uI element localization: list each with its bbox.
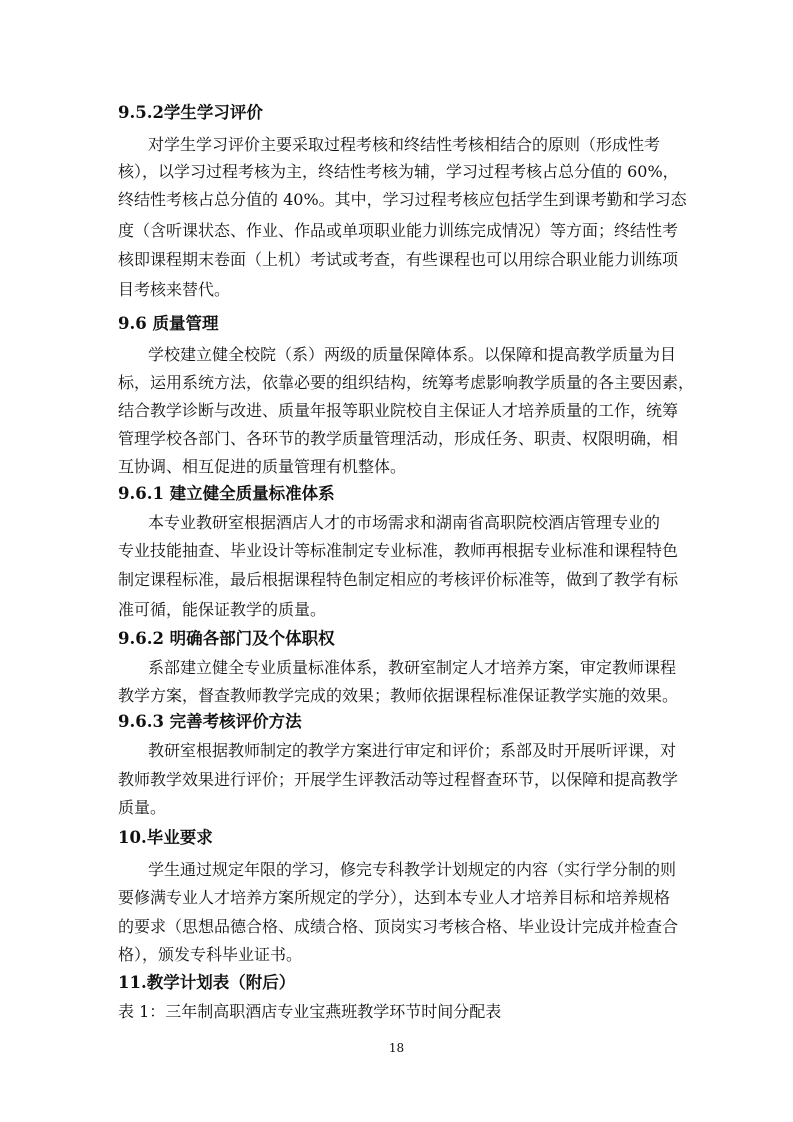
paragraph-line: 核），以学习过程考核为主，终结性考核为辅，学习过程考核占总分值的 60%，: [118, 162, 679, 181]
paragraph-line: 系部建立健全专业质量标准体系，教研室制定人才培养方案，审定教师课程: [148, 658, 677, 677]
heading-9-5-2: 9.5.2学生学习评价: [118, 103, 263, 122]
paragraph-line: 教师教学效果进行评价；开展学生评教活动等过程督查环节，以保障和提高教学: [118, 770, 679, 789]
heading-9-6-3: 9.6.3 完善考核评价方法: [118, 712, 302, 731]
paragraph-line: 度（含听课状态、作业、作品或单项职业能力训练完成情况）等方面；终结性考: [118, 221, 679, 240]
paragraph-line: 核即课程期末卷面（上机）考试或考查，有些课程也可以用综合职业能力训练项: [118, 250, 679, 269]
paragraph-line: 终结性考核占总分值的 40%。其中，学习过程考核应包括学生到课考勤和学习态: [118, 190, 687, 209]
heading-9-6-2: 9.6.2 明确各部门及个体职权: [118, 629, 335, 648]
paragraph-line: 本专业教研室根据酒店人才的市场需求和湖南省高职院校酒店管理专业的: [148, 513, 661, 532]
table-caption: 表 1：三年制高职酒店专业宝燕班教学环节时间分配表: [118, 1002, 502, 1021]
paragraph-line: 专业技能抽查、毕业设计等标准制定专业标准，教师再根据专业标准和课程特色: [118, 541, 679, 560]
page-number: 18: [388, 1041, 405, 1055]
paragraph-line: 对学生学习评价主要采取过程考核和终结性考核相结合的原则（形成性考: [148, 135, 661, 154]
paragraph-line: 目考核来替代。: [118, 280, 231, 299]
paragraph-line: 的要求（思想品德合格、成绩合格、顶岗实习考核合格、毕业设计完成并检查合: [118, 917, 679, 936]
paragraph-line: 结合教学诊断与改进、质量年报等职业院校自主保证人才培养质量的工作，统筹: [118, 401, 679, 420]
heading-11: 11.教学计划表（附后）: [118, 973, 296, 992]
paragraph-line: 制定课程标准，最后根据课程特色制定相应的考核评价标准等，做到了教学有标: [118, 570, 679, 589]
paragraph-line: 管理学校各部门、各环节的教学质量管理活动，形成任务、职责、权限明确，相: [118, 429, 679, 448]
paragraph-line: 准可循，能保证教学的质量。: [118, 600, 327, 619]
paragraph-line: 质量。: [118, 798, 167, 817]
paragraph-line: 学生通过规定年限的学习，修完专科教学计划规定的内容（实行学分制的则: [148, 860, 677, 879]
paragraph-line: 标，运用系统方法，依靠必要的组织结构，统筹考虑影响教学质量的各主要因素，: [118, 373, 695, 392]
heading-10: 10.毕业要求: [118, 828, 213, 847]
paragraph-line: 要修满专业人才培养方案所规定的学分），达到本专业人才培养目标和培养规格: [118, 888, 671, 907]
paragraph-line: 教学方案，督查教师教学完成的效果；教师依据课程标准保证教学实施的效果。: [118, 686, 679, 705]
paragraph-line: 互协调、相互促进的质量管理有机整体。: [118, 457, 407, 476]
paragraph-line: 教研室根据教师制定的教学方案进行审定和评价；系部及时开展听评课，对: [148, 741, 677, 760]
paragraph-line: 格），颁发专科毕业证书。: [118, 945, 303, 964]
heading-9-6: 9.6 质量管理: [118, 314, 219, 333]
paragraph-line: 学校建立健全校院（系）两级的质量保障体系。以保障和提高教学质量为目: [148, 345, 677, 364]
heading-9-6-1: 9.6.1 建立健全质量标准体系: [118, 484, 335, 503]
